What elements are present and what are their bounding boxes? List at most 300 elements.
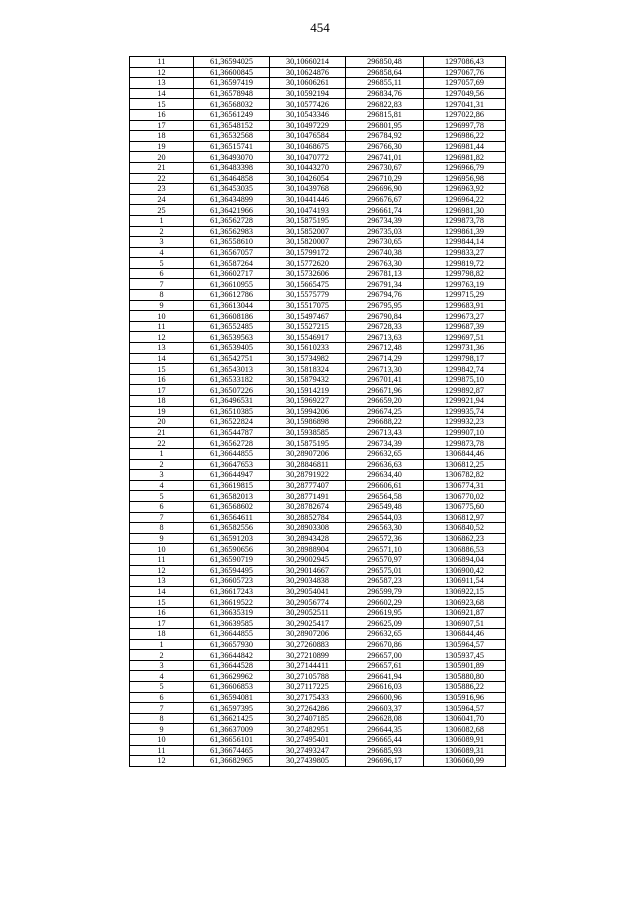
table-row: [130, 724, 506, 735]
longitude-cell: 30,15986898: [270, 417, 346, 428]
table-row: [130, 470, 506, 481]
y-coordinate-cell: 1297057,69: [424, 78, 506, 89]
longitude-cell: 30,28988904: [270, 544, 346, 555]
latitude-cell: 61,36602717: [194, 268, 270, 279]
point-number-cell: 11: [130, 57, 194, 68]
point-number-cell: 5: [130, 682, 194, 693]
longitude-cell: 30,15734982: [270, 353, 346, 364]
y-coordinate-cell: 1297022,86: [424, 109, 506, 120]
table-row: [130, 205, 506, 216]
table-row: [130, 194, 506, 205]
point-number-cell: 7: [130, 279, 194, 290]
point-number-cell: 10: [130, 311, 194, 322]
y-coordinate-cell: 1305964,57: [424, 639, 506, 650]
point-number-cell: 2: [130, 650, 194, 661]
longitude-cell: 30,10474193: [270, 205, 346, 216]
longitude-cell: 30,15875195: [270, 438, 346, 449]
latitude-cell: 61,36522824: [194, 417, 270, 428]
x-coordinate-cell: 296850,48: [346, 57, 424, 68]
y-coordinate-cell: 1305916,96: [424, 692, 506, 703]
longitude-cell: 30,27105788: [270, 671, 346, 682]
x-coordinate-cell: 296815,81: [346, 109, 424, 120]
latitude-cell: 61,36612786: [194, 290, 270, 301]
latitude-cell: 61,36532568: [194, 131, 270, 142]
longitude-cell: 30,28907206: [270, 448, 346, 459]
point-number-cell: 4: [130, 480, 194, 491]
latitude-cell: 61,36637009: [194, 724, 270, 735]
x-coordinate-cell: 296740,38: [346, 247, 424, 258]
table-row: [130, 247, 506, 258]
y-coordinate-cell: 1299921,94: [424, 396, 506, 407]
x-coordinate-cell: 296634,40: [346, 470, 424, 481]
latitude-cell: 61,36552485: [194, 321, 270, 332]
table-row: [130, 343, 506, 354]
x-coordinate-cell: 296674,25: [346, 406, 424, 417]
x-coordinate-cell: 296632,65: [346, 448, 424, 459]
point-number-cell: 25: [130, 205, 194, 216]
point-number-cell: 1: [130, 448, 194, 459]
latitude-cell: 61,36647653: [194, 459, 270, 470]
table-row: [130, 639, 506, 650]
longitude-cell: 30,15575779: [270, 290, 346, 301]
table-row: [130, 544, 506, 555]
latitude-cell: 61,36617243: [194, 586, 270, 597]
longitude-cell: 30,28907206: [270, 629, 346, 640]
y-coordinate-cell: 1306812,97: [424, 512, 506, 523]
table-row: [130, 78, 506, 89]
x-coordinate-cell: 296730,65: [346, 237, 424, 248]
latitude-cell: 61,36582556: [194, 523, 270, 534]
latitude-cell: 61,36453035: [194, 184, 270, 195]
point-number-cell: 8: [130, 290, 194, 301]
longitude-cell: 30,15820007: [270, 237, 346, 248]
point-number-cell: 11: [130, 745, 194, 756]
latitude-cell: 61,36558610: [194, 237, 270, 248]
x-coordinate-cell: 296665,44: [346, 735, 424, 746]
longitude-cell: 30,10443270: [270, 162, 346, 173]
y-coordinate-cell: 1306907,51: [424, 618, 506, 629]
latitude-cell: 61,36657930: [194, 639, 270, 650]
longitude-cell: 30,15818324: [270, 364, 346, 375]
y-coordinate-cell: 1306812,25: [424, 459, 506, 470]
latitude-cell: 61,36635319: [194, 607, 270, 618]
point-number-cell: 13: [130, 78, 194, 89]
table-row: [130, 141, 506, 152]
y-coordinate-cell: 1299731,36: [424, 343, 506, 354]
point-number-cell: 8: [130, 713, 194, 724]
longitude-cell: 30,29025417: [270, 618, 346, 629]
latitude-cell: 61,36629962: [194, 671, 270, 682]
longitude-cell: 30,10439768: [270, 184, 346, 195]
x-coordinate-cell: 296657,00: [346, 650, 424, 661]
x-coordinate-cell: 296602,29: [346, 597, 424, 608]
latitude-cell: 61,36587264: [194, 258, 270, 269]
table-row: [130, 290, 506, 301]
y-coordinate-cell: 1305937,45: [424, 650, 506, 661]
table-row: [130, 660, 506, 671]
point-number-cell: 18: [130, 396, 194, 407]
point-number-cell: 3: [130, 237, 194, 248]
table-row: [130, 576, 506, 587]
y-coordinate-cell: 1296986,22: [424, 131, 506, 142]
longitude-cell: 30,10426054: [270, 173, 346, 184]
x-coordinate-cell: 296701,41: [346, 374, 424, 385]
latitude-cell: 61,36682965: [194, 756, 270, 767]
latitude-cell: 61,36515741: [194, 141, 270, 152]
x-coordinate-cell: 296570,97: [346, 554, 424, 565]
longitude-cell: 30,15994206: [270, 406, 346, 417]
point-number-cell: 23: [130, 184, 194, 195]
longitude-cell: 30,10577426: [270, 99, 346, 110]
latitude-cell: 61,36590656: [194, 544, 270, 555]
point-number-cell: 2: [130, 226, 194, 237]
point-number-cell: 11: [130, 321, 194, 332]
y-coordinate-cell: 1306894,04: [424, 554, 506, 565]
point-number-cell: 21: [130, 427, 194, 438]
y-coordinate-cell: 1296956,98: [424, 173, 506, 184]
x-coordinate-cell: 296713,43: [346, 427, 424, 438]
longitude-cell: 30,10470772: [270, 152, 346, 163]
latitude-cell: 61,36619815: [194, 480, 270, 491]
table-row: [130, 258, 506, 269]
table-row: [130, 406, 506, 417]
longitude-cell: 30,15546917: [270, 332, 346, 343]
latitude-cell: 61,36613044: [194, 300, 270, 311]
x-coordinate-cell: 296685,93: [346, 745, 424, 756]
x-coordinate-cell: 296766,30: [346, 141, 424, 152]
point-number-cell: 13: [130, 343, 194, 354]
point-number-cell: 19: [130, 141, 194, 152]
y-coordinate-cell: 1306775,60: [424, 501, 506, 512]
x-coordinate-cell: 296728,33: [346, 321, 424, 332]
latitude-cell: 61,36564611: [194, 512, 270, 523]
longitude-cell: 30,15938585: [270, 427, 346, 438]
table-row: [130, 374, 506, 385]
x-coordinate-cell: 296670,86: [346, 639, 424, 650]
longitude-cell: 30,27175433: [270, 692, 346, 703]
x-coordinate-cell: 296599,79: [346, 586, 424, 597]
longitude-cell: 30,29052511: [270, 607, 346, 618]
table-row: [130, 226, 506, 237]
page-number: 454: [310, 20, 330, 35]
point-number-cell: 16: [130, 607, 194, 618]
latitude-cell: 61,36539405: [194, 343, 270, 354]
longitude-cell: 30,27117225: [270, 682, 346, 693]
x-coordinate-cell: 296763,30: [346, 258, 424, 269]
y-coordinate-cell: 1306922,15: [424, 586, 506, 597]
point-number-cell: 6: [130, 268, 194, 279]
y-coordinate-cell: 1306089,31: [424, 745, 506, 756]
point-number-cell: 24: [130, 194, 194, 205]
y-coordinate-cell: 1296964,22: [424, 194, 506, 205]
longitude-cell: 30,10441446: [270, 194, 346, 205]
x-coordinate-cell: 296713,63: [346, 332, 424, 343]
y-coordinate-cell: 1299763,19: [424, 279, 506, 290]
x-coordinate-cell: 296784,92: [346, 131, 424, 142]
y-coordinate-cell: 1306082,68: [424, 724, 506, 735]
longitude-cell: 30,27407185: [270, 713, 346, 724]
y-coordinate-cell: 1306862,23: [424, 533, 506, 544]
point-number-cell: 14: [130, 88, 194, 99]
y-coordinate-cell: 1306060,99: [424, 756, 506, 767]
latitude-cell: 61,36507226: [194, 385, 270, 396]
point-number-cell: 1: [130, 215, 194, 226]
y-coordinate-cell: 1299687,39: [424, 321, 506, 332]
x-coordinate-cell: 296671,96: [346, 385, 424, 396]
point-number-cell: 7: [130, 512, 194, 523]
longitude-cell: 30,10476584: [270, 131, 346, 142]
longitude-cell: 30,28943428: [270, 533, 346, 544]
point-number-cell: 5: [130, 258, 194, 269]
table-row: [130, 682, 506, 693]
longitude-cell: 30,27495401: [270, 735, 346, 746]
table-row: [130, 279, 506, 290]
latitude-cell: 61,36568032: [194, 99, 270, 110]
table-row: [130, 713, 506, 724]
x-coordinate-cell: 296794,76: [346, 290, 424, 301]
longitude-cell: 30,15969227: [270, 396, 346, 407]
y-coordinate-cell: 1299798,17: [424, 353, 506, 364]
table-row: [130, 237, 506, 248]
point-number-cell: 17: [130, 385, 194, 396]
x-coordinate-cell: 296549,48: [346, 501, 424, 512]
y-coordinate-cell: 1305901,89: [424, 660, 506, 671]
x-coordinate-cell: 296696,17: [346, 756, 424, 767]
x-coordinate-cell: 296657,61: [346, 660, 424, 671]
table-row: [130, 88, 506, 99]
x-coordinate-cell: 296587,23: [346, 576, 424, 587]
x-coordinate-cell: 296619,95: [346, 607, 424, 618]
table-row: [130, 735, 506, 746]
longitude-cell: 30,28777407: [270, 480, 346, 491]
y-coordinate-cell: 1299798,82: [424, 268, 506, 279]
table-row: [130, 554, 506, 565]
latitude-cell: 61,36610955: [194, 279, 270, 290]
point-number-cell: 21: [130, 162, 194, 173]
point-number-cell: 9: [130, 724, 194, 735]
latitude-cell: 61,36619522: [194, 597, 270, 608]
table-row: [130, 332, 506, 343]
y-coordinate-cell: 1306770,02: [424, 491, 506, 502]
table-row: [130, 300, 506, 311]
point-number-cell: 12: [130, 332, 194, 343]
y-coordinate-cell: 1297067,76: [424, 67, 506, 78]
longitude-cell: 30,15517075: [270, 300, 346, 311]
longitude-cell: 30,29056774: [270, 597, 346, 608]
point-number-cell: 17: [130, 120, 194, 131]
table-row: [130, 671, 506, 682]
longitude-cell: 30,27439805: [270, 756, 346, 767]
point-number-cell: 8: [130, 523, 194, 534]
x-coordinate-cell: 296636,63: [346, 459, 424, 470]
latitude-cell: 61,36621425: [194, 713, 270, 724]
table-row: [130, 396, 506, 407]
point-number-cell: 17: [130, 618, 194, 629]
longitude-cell: 30,10660214: [270, 57, 346, 68]
y-coordinate-cell: 1305964,57: [424, 703, 506, 714]
x-coordinate-cell: 296641,94: [346, 671, 424, 682]
x-coordinate-cell: 296563,30: [346, 523, 424, 534]
table-row: [130, 321, 506, 332]
coordinates-table: [129, 56, 506, 767]
y-coordinate-cell: 1299673,27: [424, 311, 506, 322]
longitude-cell: 30,15497467: [270, 311, 346, 322]
longitude-cell: 30,15914219: [270, 385, 346, 396]
longitude-cell: 30,15799172: [270, 247, 346, 258]
point-number-cell: 10: [130, 735, 194, 746]
x-coordinate-cell: 296603,37: [346, 703, 424, 714]
y-coordinate-cell: 1299819,72: [424, 258, 506, 269]
table-row: [130, 152, 506, 163]
latitude-cell: 61,36582013: [194, 491, 270, 502]
x-coordinate-cell: 296606,61: [346, 480, 424, 491]
y-coordinate-cell: 1299842,74: [424, 364, 506, 375]
latitude-cell: 61,36464858: [194, 173, 270, 184]
point-number-cell: 3: [130, 470, 194, 481]
x-coordinate-cell: 296855,11: [346, 78, 424, 89]
longitude-cell: 30,28852784: [270, 512, 346, 523]
longitude-cell: 30,28782674: [270, 501, 346, 512]
y-coordinate-cell: 1299844,14: [424, 237, 506, 248]
y-coordinate-cell: 1297049,56: [424, 88, 506, 99]
longitude-cell: 30,27264286: [270, 703, 346, 714]
longitude-cell: 30,10592194: [270, 88, 346, 99]
point-number-cell: 22: [130, 173, 194, 184]
longitude-cell: 30,28846811: [270, 459, 346, 470]
table-row: [130, 364, 506, 375]
y-coordinate-cell: 1306900,42: [424, 565, 506, 576]
y-coordinate-cell: 1306911,54: [424, 576, 506, 587]
latitude-cell: 61,36597419: [194, 78, 270, 89]
y-coordinate-cell: 1299935,74: [424, 406, 506, 417]
x-coordinate-cell: 296676,67: [346, 194, 424, 205]
x-coordinate-cell: 296564,58: [346, 491, 424, 502]
longitude-cell: 30,29054041: [270, 586, 346, 597]
table-row: [130, 173, 506, 184]
longitude-cell: 30,15875195: [270, 215, 346, 226]
longitude-cell: 30,15527215: [270, 321, 346, 332]
latitude-cell: 61,36483398: [194, 162, 270, 173]
latitude-cell: 61,36594495: [194, 565, 270, 576]
latitude-cell: 61,36644947: [194, 470, 270, 481]
table-row: [130, 491, 506, 502]
x-coordinate-cell: 296791,34: [346, 279, 424, 290]
latitude-cell: 61,36562983: [194, 226, 270, 237]
x-coordinate-cell: 296628,08: [346, 713, 424, 724]
y-coordinate-cell: 1296981,30: [424, 205, 506, 216]
y-coordinate-cell: 1306089,91: [424, 735, 506, 746]
table-row: [130, 501, 506, 512]
x-coordinate-cell: 296600,96: [346, 692, 424, 703]
table-row: [130, 353, 506, 364]
latitude-cell: 61,36561249: [194, 109, 270, 120]
point-number-cell: 15: [130, 597, 194, 608]
latitude-cell: 61,36644842: [194, 650, 270, 661]
longitude-cell: 30,15610233: [270, 343, 346, 354]
latitude-cell: 61,36578948: [194, 88, 270, 99]
latitude-cell: 61,36606853: [194, 682, 270, 693]
point-number-cell: 14: [130, 586, 194, 597]
point-number-cell: 16: [130, 109, 194, 120]
table-row: [130, 438, 506, 449]
point-number-cell: 15: [130, 99, 194, 110]
point-number-cell: 15: [130, 364, 194, 375]
point-number-cell: 4: [130, 247, 194, 258]
table-row: [130, 650, 506, 661]
point-number-cell: 6: [130, 501, 194, 512]
latitude-cell: 61,36567057: [194, 247, 270, 258]
point-number-cell: 4: [130, 671, 194, 682]
point-number-cell: 9: [130, 300, 194, 311]
longitude-cell: 30,15852007: [270, 226, 346, 237]
point-number-cell: 5: [130, 491, 194, 502]
point-number-cell: 14: [130, 353, 194, 364]
y-coordinate-cell: 1296997,78: [424, 120, 506, 131]
latitude-cell: 61,36656101: [194, 735, 270, 746]
latitude-cell: 61,36543013: [194, 364, 270, 375]
x-coordinate-cell: 296571,10: [346, 544, 424, 555]
latitude-cell: 61,36493070: [194, 152, 270, 163]
x-coordinate-cell: 296712,48: [346, 343, 424, 354]
table-row: [130, 215, 506, 226]
point-number-cell: 12: [130, 756, 194, 767]
x-coordinate-cell: 296616,03: [346, 682, 424, 693]
y-coordinate-cell: 1306921,87: [424, 607, 506, 618]
point-number-cell: 3: [130, 660, 194, 671]
latitude-cell: 61,36644855: [194, 448, 270, 459]
table-row: [130, 586, 506, 597]
table-row: [130, 692, 506, 703]
table-row: [130, 184, 506, 195]
table-row: [130, 480, 506, 491]
y-coordinate-cell: 1306886,53: [424, 544, 506, 555]
table-row: [130, 565, 506, 576]
latitude-cell: 61,36548152: [194, 120, 270, 131]
latitude-cell: 61,36644855: [194, 629, 270, 640]
point-number-cell: 1: [130, 639, 194, 650]
x-coordinate-cell: 296734,39: [346, 438, 424, 449]
table-row: [130, 99, 506, 110]
latitude-cell: 61,36594081: [194, 692, 270, 703]
y-coordinate-cell: 1299833,27: [424, 247, 506, 258]
longitude-cell: 30,29034838: [270, 576, 346, 587]
table-row: [130, 448, 506, 459]
latitude-cell: 61,36434899: [194, 194, 270, 205]
longitude-cell: 30,28771491: [270, 491, 346, 502]
table-row: [130, 745, 506, 756]
point-number-cell: 19: [130, 406, 194, 417]
longitude-cell: 30,29002945: [270, 554, 346, 565]
longitude-cell: 30,27210899: [270, 650, 346, 661]
latitude-cell: 61,36597395: [194, 703, 270, 714]
point-number-cell: 16: [130, 374, 194, 385]
latitude-cell: 61,36644528: [194, 660, 270, 671]
point-number-cell: 20: [130, 417, 194, 428]
y-coordinate-cell: 1297086,43: [424, 57, 506, 68]
table-row: [130, 597, 506, 608]
latitude-cell: 61,36421966: [194, 205, 270, 216]
x-coordinate-cell: 296710,29: [346, 173, 424, 184]
x-coordinate-cell: 296661,74: [346, 205, 424, 216]
longitude-cell: 30,15772620: [270, 258, 346, 269]
point-number-cell: 2: [130, 459, 194, 470]
point-number-cell: 13: [130, 576, 194, 587]
point-number-cell: 10: [130, 544, 194, 555]
y-coordinate-cell: 1299697,51: [424, 332, 506, 343]
x-coordinate-cell: 296734,39: [346, 215, 424, 226]
latitude-cell: 61,36539563: [194, 332, 270, 343]
latitude-cell: 61,36542751: [194, 353, 270, 364]
